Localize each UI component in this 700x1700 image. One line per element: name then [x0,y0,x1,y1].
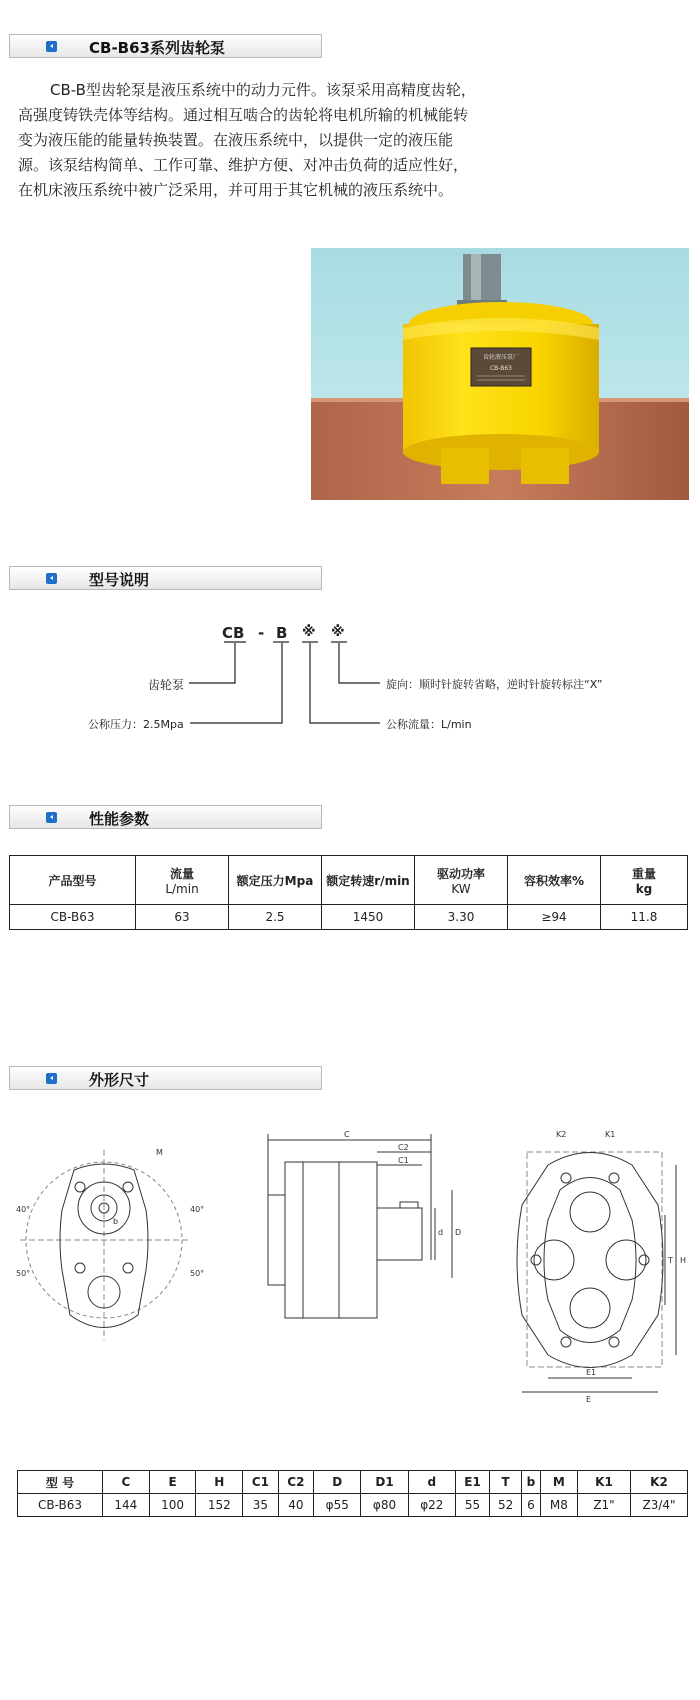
dim-header: H [196,1471,243,1494]
dim-cell: Z1" [578,1494,631,1517]
header-flow: 流量 L/min [136,856,229,905]
label-right-K1: K1 [605,1130,616,1139]
label-left-M: M [156,1148,163,1157]
dim-header: C2 [278,1471,313,1494]
label-angle-c: 50° [16,1269,31,1278]
dim-header: b [522,1471,541,1494]
dim-cell: 35 [243,1494,278,1517]
section-header-dimensions [9,1066,322,1090]
section-title: CB-B63系列齿轮泵 [89,39,225,57]
code-dash: - [258,624,265,642]
label-right-E: E [586,1395,592,1404]
arrow-bullet-icon [46,812,57,823]
header-model: 产品型号 [10,856,136,905]
label-mid-d: d [438,1228,444,1237]
label-left-b: b [113,1217,119,1226]
code-mark1: ※ [302,624,316,640]
label-right-K2: K2 [556,1130,567,1139]
dim-header: T [490,1471,522,1494]
dim-cell: φ22 [408,1494,455,1517]
dim-header: K1 [578,1471,631,1494]
header-power: 驱动功率 KW [415,856,508,905]
technical-drawing [0,1120,700,1450]
code-b: B [276,624,288,642]
label-angle-d: 50° [190,1269,205,1278]
dim-header: D [314,1471,361,1494]
cell-flow: 63 [136,905,229,930]
model-code-diagram [0,610,700,740]
arrow-bullet-icon [46,1073,57,1084]
dim-cell: 55 [455,1494,489,1517]
dim-cell: M8 [540,1494,577,1517]
label-pressure: 公称压力：2.5Mpa [88,718,184,731]
dim-cell: 52 [490,1494,522,1517]
dim-cell: CB-B63 [18,1494,103,1517]
table-header-row [18,1471,688,1494]
label-angle-a: 40° [16,1205,31,1214]
section-header-model [9,566,322,590]
header-weight: 重量 kg [601,856,688,905]
table-row [18,1494,688,1517]
label-right-T: T [668,1256,673,1265]
cell-speed: 1450 [322,905,415,930]
table-row [10,905,688,930]
label-flow: 公称流量：L/min [386,718,472,731]
arrow-bullet-icon [46,573,57,584]
dim-cell: 144 [103,1494,150,1517]
arrow-bullet-icon [46,41,57,52]
dim-cell: 40 [278,1494,313,1517]
dim-cell: 6 [522,1494,541,1517]
cell-pressure: 2.5 [229,905,322,930]
dim-header: E [149,1471,196,1494]
dim-cell: Z3/4" [631,1494,688,1517]
section-header-product [9,34,322,58]
section-title: 型号说明 [89,571,150,589]
label-right-H: H [680,1256,687,1265]
dim-cell: 152 [196,1494,243,1517]
product-photo [311,248,689,500]
section-title: 外形尺寸 [89,1071,150,1089]
nameplate-line2: CB-B63 [489,365,513,372]
dim-header: C1 [243,1471,278,1494]
dim-header: E1 [455,1471,489,1494]
nameplate-line1: 齿轮液压泵厂 [482,354,520,361]
label-mid-D: D [455,1228,462,1237]
intro-paragraph: CB-B型齿轮泵是液压系统中的动力元件。该泵采用高精度齿轮，高强度铸铁壳体等结构。通过相互啮合的齿轮将电机所输的机械能转变为液压能的能量转换装置。在液压系统中，以提供一定的液压能源。该泵结构简单、工作可靠、维护方便、对冲击负荷的适应性好，在机床液压系统中被广泛采用，并可用于其它机械的液压系统中。 [18,81,476,199]
dim-cell: φ80 [361,1494,408,1517]
dim-header: d [408,1471,455,1494]
header-efficiency: 容积效率% [508,856,601,905]
label-mid-C1: C1 [398,1156,409,1165]
label-right-E1: E1 [586,1368,597,1377]
code-cb: CB [222,624,245,642]
dim-cell: 100 [149,1494,196,1517]
section-title: 性能参数 [89,810,150,828]
cell-power: 3.30 [415,905,508,930]
header-speed: 额定转速r/min [322,856,415,905]
cell-efficiency: ≥94 [508,905,601,930]
performance-table [9,855,688,930]
label-angle-b: 40° [190,1205,205,1214]
dim-cell: φ55 [314,1494,361,1517]
dimensions-table [17,1470,688,1517]
section-header-performance [9,805,322,829]
label-mid-C: C [344,1130,350,1139]
dim-header: K2 [631,1471,688,1494]
dim-header: M [540,1471,577,1494]
cell-weight: 11.8 [601,905,688,930]
cell-model: CB-B63 [10,905,136,930]
code-mark2: ※ [331,624,345,640]
dim-header: 型 号 [18,1471,103,1494]
table-header-row [10,856,688,905]
header-pressure: 额定压力Mpa [229,856,322,905]
label-pump: 齿轮泵 [148,678,185,692]
label-mid-C2: C2 [398,1143,409,1152]
dim-header: D1 [361,1471,408,1494]
dim-header: C [103,1471,150,1494]
label-rotation: 旋向：顺时针旋转省略，逆时针旋转标注“X” [386,678,603,691]
